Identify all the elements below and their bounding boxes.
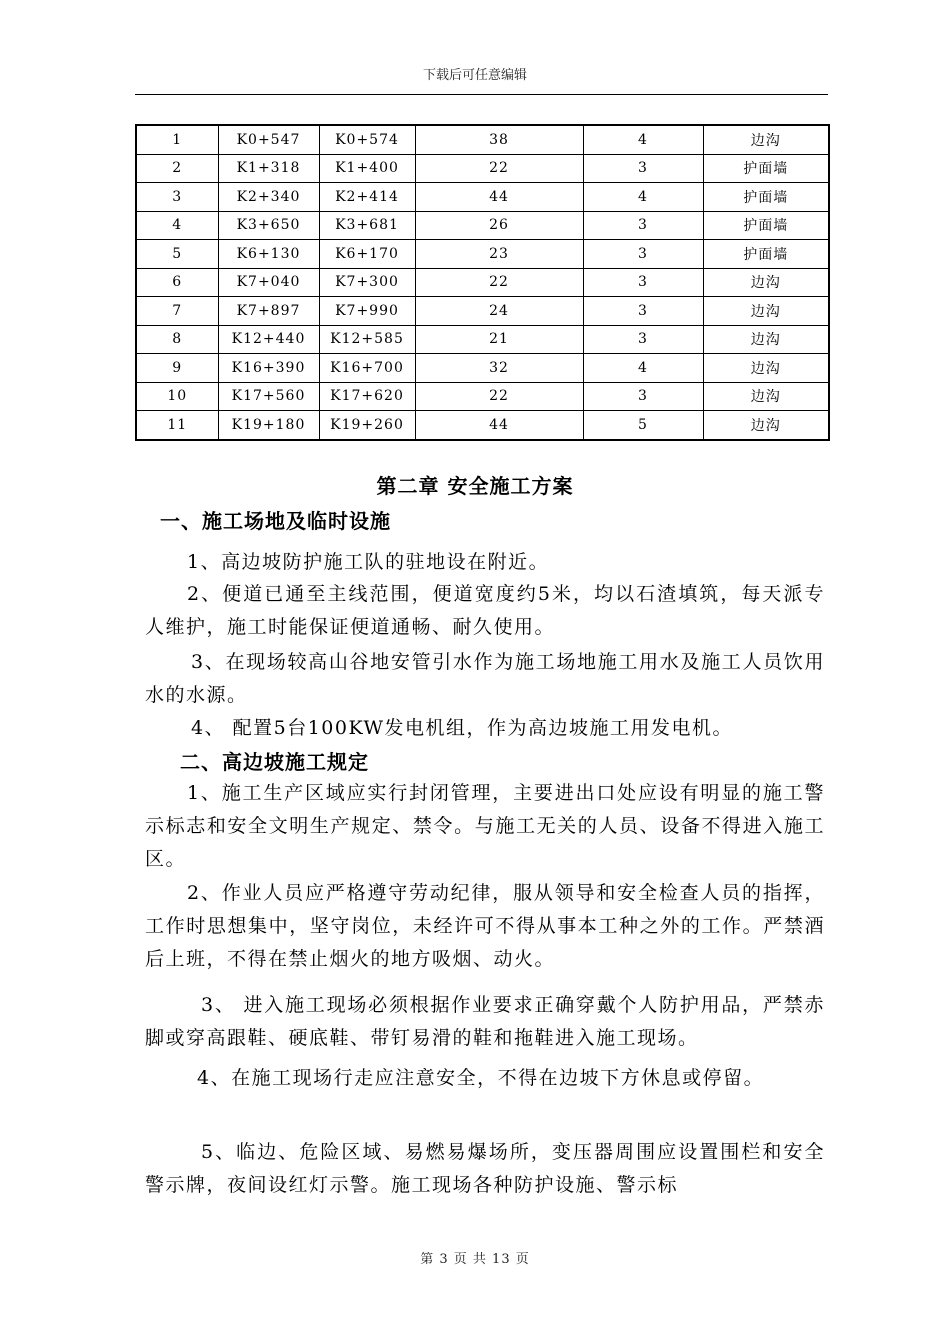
header-divider: [135, 94, 828, 95]
table-cell: 38: [415, 125, 583, 154]
chapter-title: 第二章 安全施工方案: [376, 474, 574, 498]
table-cell: K3+681: [319, 211, 415, 240]
section-1-paragraph-4: 4、 配置5台100KW发电机组，作为高边坡施工用发电机。: [191, 717, 734, 739]
table-cell: 边沟: [703, 411, 829, 440]
section-2-title: 二、高边坡施工规定: [180, 750, 369, 774]
section-2-paragraph-1: 1、施工生产区域应实行封闭管理，主要进出口处应设有明显的施工警示标志和安全文明生产规定、禁令。与施工无关的人员、设备不得进入施工区。: [145, 782, 825, 870]
table-row: [136, 297, 829, 326]
table-cell: K16+390: [218, 354, 319, 383]
table-row: [136, 354, 829, 383]
table-cell: 3: [583, 268, 703, 297]
section-2-paragraph-2: 2、作业人员应严格遵守劳动纪律，服从领导和安全检查人员的指挥，工作时思想集中，坚守岗位，未经许可不得从事本工种之外的工作。严禁酒后上班，不得在禁止烟火的地方吸烟、动火。: [145, 882, 825, 970]
page-header-note: 下载后可任意编辑: [422, 68, 527, 83]
table-cell: 护面墙: [703, 211, 829, 240]
table-cell: K6+170: [319, 240, 415, 269]
table-cell: 3: [583, 211, 703, 240]
section-1-paragraph-3: 3、在现场较高山谷地安管引水作为施工场地施工用水及施工人员饮用水的水源。: [145, 651, 825, 706]
table-cell: 9: [136, 354, 218, 383]
table-cell: K0+574: [319, 125, 415, 154]
table-cell: K7+040: [218, 268, 319, 297]
table-cell: 3: [583, 154, 703, 183]
table-cell: 3: [136, 183, 218, 212]
table-row: [136, 183, 829, 212]
table-cell: 2: [136, 154, 218, 183]
section-1-title: 一、施工场地及临时设施: [160, 509, 391, 533]
table-cell: 22: [415, 382, 583, 411]
table-cell: 1: [136, 125, 218, 154]
table-cell: 5: [583, 411, 703, 440]
table-cell: 边沟: [703, 268, 829, 297]
section-2-paragraph-5: 5、临边、危险区域、易燃易爆场所，变压器周围应设置围栏和安全警示牌，夜间设红灯示警。施工现场各种防护设施、警示标: [145, 1141, 825, 1196]
table-cell: 32: [415, 354, 583, 383]
table-row: [136, 125, 829, 154]
table-cell: K1+318: [218, 154, 319, 183]
table-cell: 11: [136, 411, 218, 440]
table-row: [136, 268, 829, 297]
table-cell: K2+340: [218, 183, 319, 212]
table-cell: K2+414: [319, 183, 415, 212]
table-row: [136, 382, 829, 411]
table-cell: K12+585: [319, 325, 415, 354]
table-cell: 边沟: [703, 354, 829, 383]
table-cell: K17+620: [319, 382, 415, 411]
table-cell: 10: [136, 382, 218, 411]
table-row: [136, 240, 829, 269]
table-cell: 边沟: [703, 382, 829, 411]
table-cell: K0+547: [218, 125, 319, 154]
table-row: [136, 154, 829, 183]
table-cell: 44: [415, 411, 583, 440]
table-row: [136, 325, 829, 354]
section-2-paragraph-4: 4、在施工现场行走应注意安全，不得在边坡下方休息或停留。: [197, 1067, 765, 1089]
table-cell: K19+180: [218, 411, 319, 440]
table-cell: 44: [415, 183, 583, 212]
section-1-paragraph-2: 2、便道已通至主线范围，便道宽度约5米，均以石渣填筑，每天派专人维护，施工时能保证便道通畅、耐久使用。: [145, 583, 825, 638]
table-cell: 21: [415, 325, 583, 354]
table-cell: K6+130: [218, 240, 319, 269]
table-cell: 22: [415, 268, 583, 297]
table-cell: 8: [136, 325, 218, 354]
table-cell: 24: [415, 297, 583, 326]
table-cell: 23: [415, 240, 583, 269]
table-cell: 3: [583, 240, 703, 269]
table-cell: K3+650: [218, 211, 319, 240]
section-2-paragraph-3: 3、 进入施工现场必须根据作业要求正确穿戴个人防护用品，严禁赤脚或穿高跟鞋、硬底鞋、带钉易滑的鞋和拖鞋进入施工现场。: [145, 994, 825, 1049]
table-cell: 护面墙: [703, 240, 829, 269]
table-cell: 3: [583, 382, 703, 411]
table-cell: 5: [136, 240, 218, 269]
page-number-footer: 第 3 页 共 13 页: [420, 1252, 530, 1267]
table-cell: 26: [415, 211, 583, 240]
table-cell: K7+990: [319, 297, 415, 326]
table-cell: 3: [583, 325, 703, 354]
table-cell: 22: [415, 154, 583, 183]
table-cell: 边沟: [703, 325, 829, 354]
table-cell: 7: [136, 297, 218, 326]
table-cell: 边沟: [703, 297, 829, 326]
table-cell: K16+700: [319, 354, 415, 383]
table-cell: K7+300: [319, 268, 415, 297]
table-cell: K1+400: [319, 154, 415, 183]
table-row: [136, 211, 829, 240]
table-cell: K19+260: [319, 411, 415, 440]
table-cell: 4: [583, 125, 703, 154]
table-cell: 4: [136, 211, 218, 240]
table-cell: 6: [136, 268, 218, 297]
table-cell: 3: [583, 297, 703, 326]
section-1-paragraph-1: 1、高边坡防护施工队的驻地设在附近。: [187, 551, 550, 573]
table-cell: 护面墙: [703, 183, 829, 212]
table-row: [136, 411, 829, 440]
table-cell: K12+440: [218, 325, 319, 354]
table-cell: 边沟: [703, 125, 829, 154]
table-cell: K7+897: [218, 297, 319, 326]
table-cell: 4: [583, 183, 703, 212]
table-cell: 4: [583, 354, 703, 383]
table-cell: 护面墙: [703, 154, 829, 183]
slope-section-table: [135, 124, 830, 441]
table-cell: K17+560: [218, 382, 319, 411]
